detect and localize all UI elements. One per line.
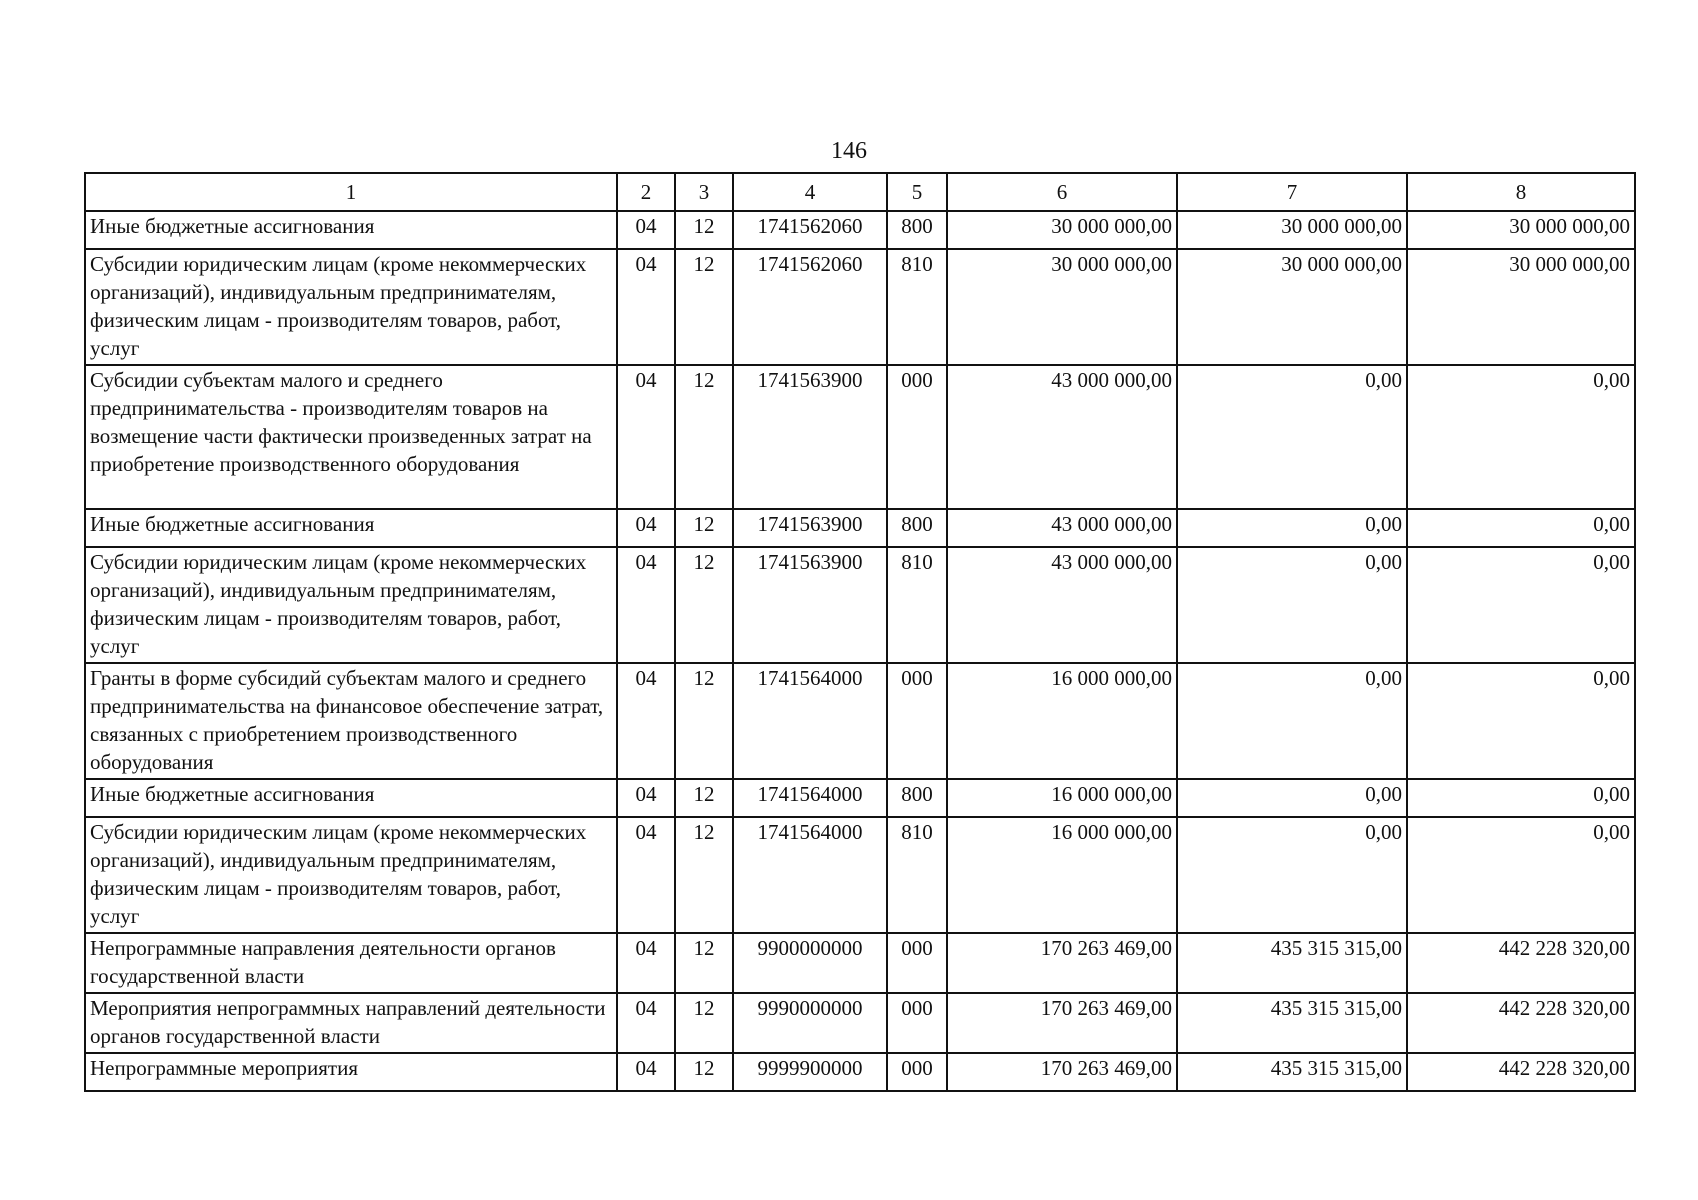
expense-type-code: 800 [887, 211, 947, 249]
subsection-code: 12 [675, 211, 733, 249]
amount-year-2: 0,00 [1177, 663, 1407, 779]
row-name: Мероприятия непрограммных направлений деятельности органов государственной власти [85, 993, 617, 1053]
table-row [85, 779, 1635, 817]
amount-year-2: 435 315 315,00 [1177, 993, 1407, 1053]
section-code: 04 [617, 1053, 675, 1091]
section-code: 04 [617, 365, 675, 509]
expense-type-code: 800 [887, 509, 947, 547]
row-name: Субсидии субъектам малого и среднего предпринимательства - производителям товаров на возмещение части фактически произведенных затрат на приобретение производственного оборудования [85, 365, 617, 509]
amount-year-1: 170 263 469,00 [947, 993, 1177, 1053]
section-code: 04 [617, 211, 675, 249]
amount-year-3: 442 228 320,00 [1407, 993, 1635, 1053]
subsection-code: 12 [675, 993, 733, 1053]
section-code: 04 [617, 817, 675, 933]
section-code: 04 [617, 249, 675, 365]
amount-year-3: 0,00 [1407, 817, 1635, 933]
amount-year-2: 0,00 [1177, 365, 1407, 509]
table-row [85, 663, 1635, 779]
amount-year-2: 0,00 [1177, 547, 1407, 663]
section-code: 04 [617, 933, 675, 993]
budget-table [84, 172, 1636, 1092]
table-row [85, 509, 1635, 547]
target-code: 1741562060 [733, 211, 887, 249]
target-code: 9900000000 [733, 933, 887, 993]
expense-type-code: 810 [887, 547, 947, 663]
column-header: 7 [1177, 173, 1407, 211]
subsection-code: 12 [675, 779, 733, 817]
column-header: 8 [1407, 173, 1635, 211]
row-name: Иные бюджетные ассигнования [85, 211, 617, 249]
amount-year-2: 0,00 [1177, 509, 1407, 547]
amount-year-3: 0,00 [1407, 547, 1635, 663]
section-code: 04 [617, 509, 675, 547]
amount-year-3: 442 228 320,00 [1407, 1053, 1635, 1091]
target-code: 1741562060 [733, 249, 887, 365]
column-header: 3 [675, 173, 733, 211]
amount-year-3: 0,00 [1407, 365, 1635, 509]
expense-type-code: 810 [887, 817, 947, 933]
amount-year-1: 16 000 000,00 [947, 817, 1177, 933]
table-row [85, 365, 1635, 509]
amount-year-2: 435 315 315,00 [1177, 933, 1407, 993]
table-row [85, 547, 1635, 663]
amount-year-1: 170 263 469,00 [947, 1053, 1177, 1091]
column-header: 2 [617, 173, 675, 211]
expense-type-code: 000 [887, 365, 947, 509]
row-name: Субсидии юридическим лицам (кроме некоммерческих организаций), индивидуальным предпринимателям, физическим лицам - производителям товаров, работ, услуг [85, 547, 617, 663]
amount-year-2: 30 000 000,00 [1177, 249, 1407, 365]
page-number: 146 [831, 138, 867, 164]
expense-type-code: 000 [887, 933, 947, 993]
table-row [85, 993, 1635, 1053]
amount-year-3: 0,00 [1407, 663, 1635, 779]
amount-year-3: 30 000 000,00 [1407, 211, 1635, 249]
target-code: 1741564000 [733, 779, 887, 817]
amount-year-2: 30 000 000,00 [1177, 211, 1407, 249]
section-code: 04 [617, 779, 675, 817]
row-name: Непрограммные мероприятия [85, 1053, 617, 1091]
amount-year-1: 16 000 000,00 [947, 663, 1177, 779]
column-header: 6 [947, 173, 1177, 211]
column-header: 4 [733, 173, 887, 211]
amount-year-2: 435 315 315,00 [1177, 1053, 1407, 1091]
subsection-code: 12 [675, 365, 733, 509]
amount-year-2: 0,00 [1177, 779, 1407, 817]
amount-year-1: 30 000 000,00 [947, 211, 1177, 249]
amount-year-1: 16 000 000,00 [947, 779, 1177, 817]
target-code: 1741563900 [733, 365, 887, 509]
subsection-code: 12 [675, 1053, 733, 1091]
expense-type-code: 000 [887, 1053, 947, 1091]
table-row [85, 933, 1635, 993]
table-row [85, 817, 1635, 933]
section-code: 04 [617, 663, 675, 779]
expense-type-code: 800 [887, 779, 947, 817]
table-row [85, 249, 1635, 365]
header-row [85, 173, 1635, 211]
amount-year-1: 43 000 000,00 [947, 509, 1177, 547]
amount-year-1: 30 000 000,00 [947, 249, 1177, 365]
subsection-code: 12 [675, 663, 733, 779]
expense-type-code: 810 [887, 249, 947, 365]
amount-year-1: 43 000 000,00 [947, 547, 1177, 663]
subsection-code: 12 [675, 249, 733, 365]
column-header: 5 [887, 173, 947, 211]
amount-year-1: 170 263 469,00 [947, 933, 1177, 993]
subsection-code: 12 [675, 547, 733, 663]
amount-year-2: 0,00 [1177, 817, 1407, 933]
target-code: 9990000000 [733, 993, 887, 1053]
subsection-code: 12 [675, 817, 733, 933]
subsection-code: 12 [675, 509, 733, 547]
row-name: Иные бюджетные ассигнования [85, 779, 617, 817]
subsection-code: 12 [675, 933, 733, 993]
target-code: 9999900000 [733, 1053, 887, 1091]
target-code: 1741563900 [733, 547, 887, 663]
section-code: 04 [617, 993, 675, 1053]
expense-type-code: 000 [887, 993, 947, 1053]
row-name: Субсидии юридическим лицам (кроме некоммерческих организаций), индивидуальным предпринимателям, физическим лицам - производителям товаров, работ, услуг [85, 817, 617, 933]
target-code: 1741564000 [733, 817, 887, 933]
amount-year-3: 30 000 000,00 [1407, 249, 1635, 365]
row-name: Непрограммные направления деятельности органов государственной власти [85, 933, 617, 993]
column-header: 1 [85, 173, 617, 211]
section-code: 04 [617, 547, 675, 663]
row-name: Субсидии юридическим лицам (кроме некоммерческих организаций), индивидуальным предпринимателям, физическим лицам - производителям товаров, работ, услуг [85, 249, 617, 365]
table-row [85, 211, 1635, 249]
amount-year-3: 0,00 [1407, 779, 1635, 817]
target-code: 1741564000 [733, 663, 887, 779]
amount-year-3: 0,00 [1407, 509, 1635, 547]
amount-year-3: 442 228 320,00 [1407, 933, 1635, 993]
target-code: 1741563900 [733, 509, 887, 547]
row-name: Иные бюджетные ассигнования [85, 509, 617, 547]
row-name: Гранты в форме субсидий субъектам малого и среднего предпринимательства на финансовое обеспечение затрат, связанных с приобретением производственного оборудования [85, 663, 617, 779]
expense-type-code: 000 [887, 663, 947, 779]
amount-year-1: 43 000 000,00 [947, 365, 1177, 509]
table-row [85, 1053, 1635, 1091]
